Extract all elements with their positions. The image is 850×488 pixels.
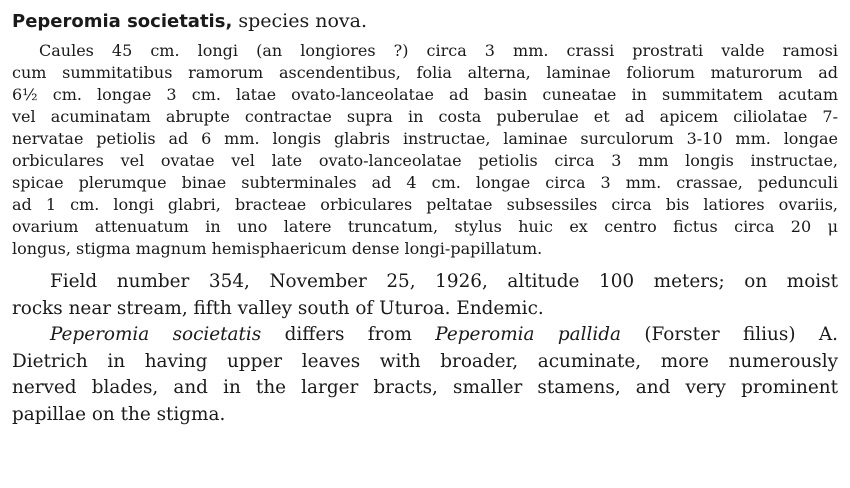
species-heading: [12, 8, 842, 35]
field-note-paragraph: [12, 269, 842, 322]
description-line: nervatae petiolis ad 6 mm. longis glabris instructae, laminae surculorum 3-10 mm. longae: [12, 129, 838, 148]
description-line: ad 1 cm. longi glabri, bracteae orbiculares peltatae subsessiles circa bis latiores ovariis,: [12, 195, 838, 214]
species-name-italic: Peperomia pallida: [435, 324, 621, 345]
comparison-line: nerved blades, and in the larger bracts, smaller stamens, and very prominent: [12, 377, 838, 398]
description-line: vel acuminatam abrupte contractae supra in costa puberulae et ad apicem ciliolatae 7-: [12, 107, 838, 126]
species-name: Peperomia societatis,: [12, 11, 233, 32]
description-line: 6½ cm. longae 3 cm. latae ovato-lanceolatae ad basin cuneatae in summitatem acutam: [12, 85, 838, 104]
comparison-text: differs from: [261, 324, 436, 345]
latin-description: [12, 40, 842, 260]
description-line: longus, stigma magnum hemisphaericum dense longi-papillatum.: [12, 239, 543, 258]
description-line: ovarium attenuatum in uno latere truncatum, stylus huic ex centro fictus circa 20 μ: [12, 217, 838, 236]
comparison-text: (Forster filius) A.: [621, 324, 838, 345]
document-page: [12, 8, 842, 428]
description-line: spicae plerumque binae subterminales ad 4 cm. longae circa 3 mm. crassae, pedunculi: [12, 173, 838, 192]
comparison-line: papillae on the stigma.: [12, 403, 226, 425]
description-line: Caules 45 cm. longi (an longiores ?) circa 3 mm. crassi prostrati valde ramosi: [39, 41, 838, 60]
comparison-paragraph: [12, 322, 842, 428]
description-line: cum summitatibus ramorum ascendentibus, folia alterna, laminae foliorum maturorum ad: [12, 63, 838, 82]
field-note-line: Field number 354, November 25, 1926, altitude 100 meters; on moist: [50, 271, 838, 292]
field-note-line: rocks near stream, fifth valley south of Uturoa. Endemic.: [12, 297, 544, 319]
comparison-line: [12, 322, 838, 349]
species-name-italic: Peperomia societatis: [50, 324, 262, 345]
description-line: orbiculares vel ovatae vel late ovato-lanceolatae petiolis circa 3 mm longis instructae,: [12, 151, 838, 170]
species-status: species nova.: [232, 10, 368, 32]
comparison-line: Dietrich in having upper leaves with broader, acuminate, more numerously: [12, 350, 838, 372]
